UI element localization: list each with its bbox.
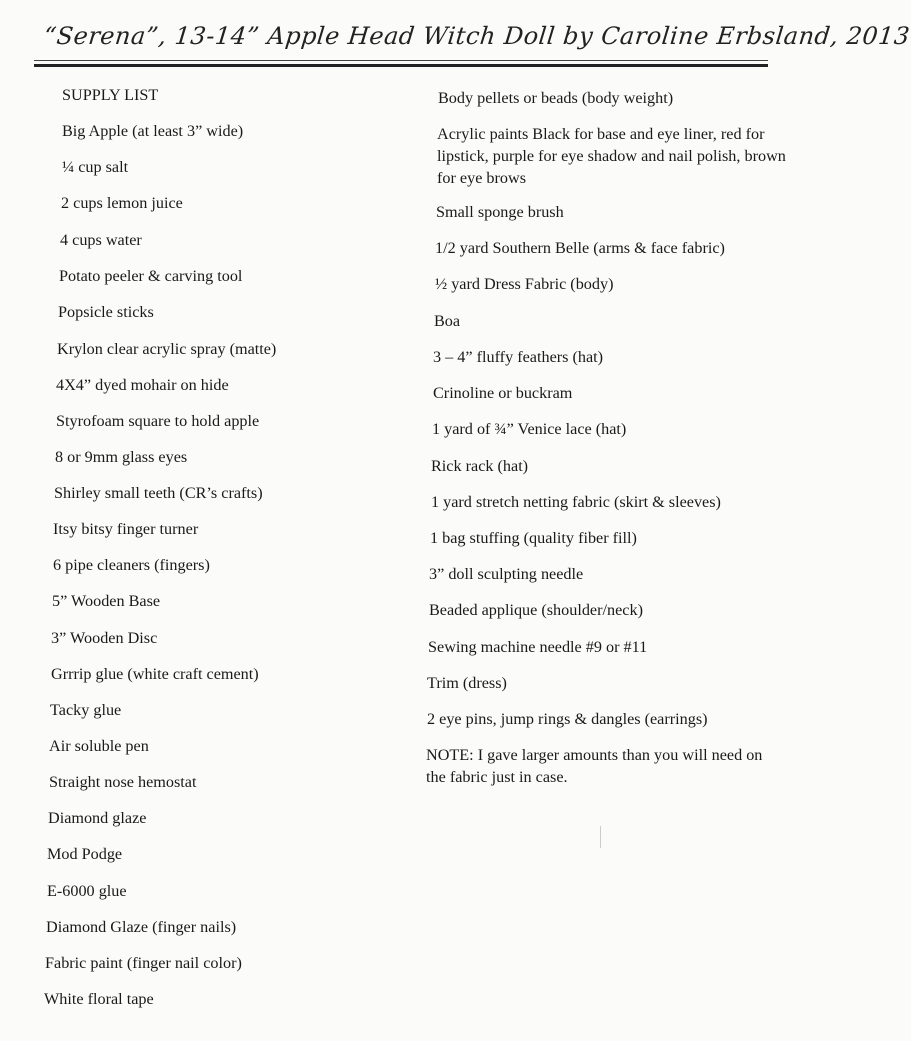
list-item: Popsicle sticks [58,303,154,321]
list-item: Sewing machine needle #9 or #11 [428,638,648,656]
list-item: 6 pipe cleaners (fingers) [53,556,210,574]
list-item: 3” Wooden Disc [51,629,158,647]
list-item: 4 cups water [60,231,142,249]
list-item: Diamond Glaze (finger nails) [46,918,237,936]
list-item: Styrofoam square to hold apple [56,412,260,430]
list-item: Air soluble pen [49,737,149,755]
list-item: 3 – 4” fluffy feathers (hat) [433,348,604,366]
scan-mark [600,826,601,848]
list-item: Acrylic paints Black for base and eye liner, red for lipstick, purple for eye shadow and nail polish, brown for eye brows [437,125,786,187]
list-item: 3” doll sculpting needle [429,565,584,583]
list-item: 4X4” dyed mohair on hide [56,376,229,394]
list-item: Rick rack (hat) [431,457,529,475]
list-item: Boa [434,312,461,330]
list-item: 2 cups lemon juice [61,194,183,212]
list-item: 5” Wooden Base [52,592,161,610]
list-item: Small sponge brush [436,203,564,221]
list-item: 8 or 9mm glass eyes [55,448,188,466]
list-item: 1 yard stretch netting fabric (skirt & sleeves) [431,493,721,511]
list-item: White floral tape [44,990,154,1008]
supply-list-heading: SUPPLY LIST [62,86,159,104]
list-item: Diamond glaze [48,809,147,827]
list-item: 2 eye pins, jump rings & dangles (earrings) [427,710,708,728]
list-item: Potato peeler & carving tool [59,267,243,285]
list-item: Krylon clear acrylic spray (matte) [57,340,277,358]
list-item: Trim (dress) [427,674,507,692]
note-text: NOTE: I gave larger amounts than you will need on the fabric just in case. [426,746,763,786]
list-item: E-6000 glue [47,882,127,900]
list-item: Beaded applique (shoulder/neck) [429,601,643,619]
list-item: 1 yard of ¾” Venice lace (hat) [432,420,627,438]
list-item: Straight nose hemostat [49,773,197,791]
list-item: 1 bag stuffing (quality fiber fill) [430,529,637,547]
list-item: Fabric paint (finger nail color) [45,954,242,972]
list-item: ¼ cup salt [62,158,129,176]
list-item: 1/2 yard Southern Belle (arms & face fabric) [435,239,725,257]
list-item: ½ yard Dress Fabric (body) [435,275,614,293]
page-title: “Serena”, 13-14” Apple Head Witch Doll by Caroline Erbsland, 2013 [42,22,911,50]
list-item: Grrrip glue (white craft cement) [51,665,259,683]
list-item: Tacky glue [50,701,122,719]
list-item: Itsy bitsy finger turner [53,520,199,538]
list-item: Crinoline or buckram [433,384,573,402]
list-item: Shirley small teeth (CR’s crafts) [54,484,263,502]
list-item: Mod Podge [47,845,123,863]
list-item: Body pellets or beads (body weight) [438,89,674,107]
list-item: Big Apple (at least 3” wide) [62,122,244,140]
